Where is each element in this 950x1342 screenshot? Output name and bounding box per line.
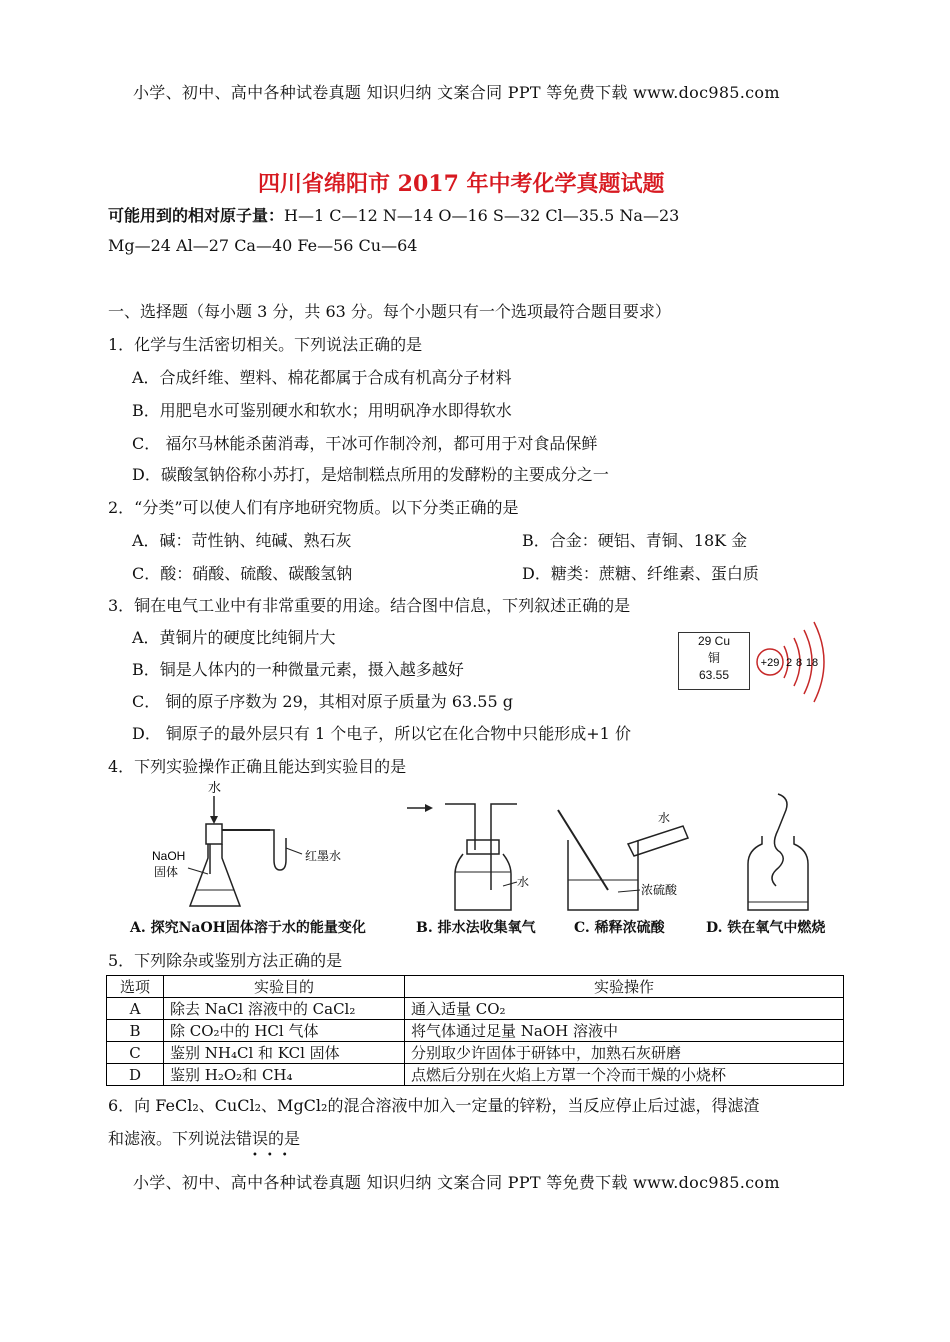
beaker: [568, 840, 638, 910]
q3-stem: 3．铜在电气工业中有非常重要的用途。结合图中信息，下列叙述正确的是: [108, 596, 631, 615]
label-water-c: 水: [658, 811, 671, 825]
q5-header-option: 选项: [107, 976, 164, 998]
shell-2-electrons: 8: [795, 657, 803, 669]
atomic-mass-line-2: Mg—24 Al—27 Ca—40 Fe—56 Cu—64: [108, 236, 418, 255]
table-row: [107, 1020, 844, 1042]
q3-option-b: B．铜是人体内的一种微量元素，摄入越多越好: [132, 660, 464, 679]
page-footer: 小学、初中、高中各种试卷真题 知识归纳 文案合同 PPT 等免费下载 www.doc985.com: [133, 1173, 780, 1192]
label-naoh: NaOH: [152, 849, 186, 863]
q5-row-operation: 将气体通过足量 NaOH 溶液中: [405, 1020, 844, 1042]
q5-row-purpose: 除去 NaCl 溶液中的 CaCl₂: [164, 998, 405, 1020]
label-conc-acid: 浓硫酸: [641, 883, 678, 897]
q5-row-purpose: 除 CO₂中的 HCl 气体: [164, 1020, 405, 1042]
q2-option-c: C．酸：硝酸、硫酸、碳酸氢钠: [132, 564, 353, 583]
q5-header-purpose: 实验目的: [164, 976, 405, 998]
element-cell-mass: 63.55: [698, 668, 730, 682]
q3-option-a: A．黄铜片的硬度比纯铜片大: [132, 628, 336, 647]
element-cell-name: 铜: [707, 651, 720, 665]
figure-d-apparatus: [740, 790, 820, 915]
copper-atom-structure: [740, 612, 850, 712]
q5-row-purpose: 鉴别 NH₄Cl 和 KCl 固体: [164, 1042, 405, 1064]
q5-table-header-row: [107, 976, 844, 998]
shell-1-electrons: 2: [785, 657, 793, 669]
q4-caption-d: D. 铁在氧气中燃烧: [706, 920, 826, 936]
conical-flask: [190, 844, 240, 906]
label-water-a: 水: [208, 781, 222, 796]
atomic-mass-line-1: [108, 203, 679, 226]
q5-row-option: B: [107, 1020, 164, 1042]
table-row: [107, 1064, 844, 1086]
element-cell-top: 29 Cu: [697, 634, 731, 648]
q6-stem-line-1: 6．向 FeCl₂、CuCl₂、MgCl₂的混合溶液中加入一定量的锌粉，当反应停止后过滤，得滤渣: [108, 1096, 760, 1115]
q5-row-option: D: [107, 1064, 164, 1086]
page-header: 小学、初中、高中各种试卷真题 知识归纳 文案合同 PPT 等免费下载 www.doc985.com: [133, 83, 780, 102]
q2-option-a: A．碱：苛性钠、纯碱、熟石灰: [132, 531, 352, 550]
label-red-ink: 红墨水: [305, 849, 342, 863]
q5-row-option: A: [107, 998, 164, 1020]
q4-caption-b: B. 排水法收集氧气: [416, 920, 536, 936]
q1-option-b: B．用肥皂水可鉴别硬水和软水；用明矾净水即得软水: [132, 401, 512, 420]
q3-option-c: C． 铜的原子序数为 29，其相对原子质量为 63.55 g: [132, 692, 513, 711]
q2-option-b: B．合金：硬铝、青铜、18K 金: [522, 531, 748, 550]
table-row: [107, 1042, 844, 1064]
q5-header-operation: 实验操作: [405, 976, 844, 998]
q5-table: [106, 975, 844, 1086]
q4-caption-c: C. 稀释浓硫酸: [574, 920, 665, 936]
q3-option-d: D． 铜原子的最外层只有 1 个电子，所以它在化合物中只能形成+1 价: [132, 724, 631, 743]
q1-option-c: C． 福尔马林能杀菌消毒，干冰可作制冷剂，都可用于对食品保鲜: [132, 434, 598, 453]
shell-3-electrons: 18: [805, 657, 819, 669]
q5-row-operation: 分别取少许固体于研钵中，加熟石灰研磨: [405, 1042, 844, 1064]
q4-stem: 4．下列实验操作正确且能达到实验目的是: [108, 757, 407, 776]
table-row: [107, 998, 844, 1020]
gas-collection-bottle: [455, 854, 511, 910]
q1-option-a: A．合成纤维、塑料、棉花都属于合成有机高分子材料: [132, 368, 512, 387]
q5-row-purpose: 鉴别 H₂O₂和 CH₄: [164, 1064, 405, 1086]
section-heading: 一、选择题（每小题 3 分，共 63 分。每个小题只有一个选项最符合题目要求）: [108, 302, 671, 321]
iron-wire-spiral: [772, 830, 783, 886]
gas-jar: [748, 836, 808, 910]
q6-stem-line-2: 和滤液。下列说法错误的是: [108, 1129, 301, 1148]
q1-stem: 1．化学与生活密切相关。下列说法正确的是: [108, 335, 423, 354]
label-water-b: 水: [517, 875, 530, 889]
q5-row-operation: 点燃后分别在火焰上方罩一个冷而干燥的小烧杯: [405, 1064, 844, 1086]
u-tube: [270, 830, 286, 870]
nucleus-charge: +29: [760, 657, 780, 669]
q5-row-operation: 通入适量 CO₂: [405, 998, 844, 1020]
q2-option-d: D．糖类：蔗糖、纤维素、蛋白质: [522, 564, 759, 583]
q4-caption-a: A. 探究NaOH固体溶于水的能量变化: [130, 920, 366, 936]
q1-option-d: D．碳酸氢钠俗称小苏打，是焙制糕点所用的发酵粉的主要成分之一: [132, 465, 609, 484]
figure-b-apparatus: [405, 790, 540, 915]
emphasis-dots: •••: [252, 1150, 297, 1161]
label-solid: 固体: [154, 865, 179, 879]
page-title: 四川省绵阳市 2017 年中考化学真题试题: [258, 171, 665, 197]
test-tube: [628, 826, 688, 856]
q5-stem: 5．下列除杂或鉴别方法正确的是: [108, 951, 343, 970]
atomic-mass-values-1: H—1 C—12 N—14 O—16 S—32 Cl—35.5 Na—23: [284, 206, 680, 225]
q5-row-option: C: [107, 1042, 164, 1064]
q2-stem: 2．“分类”可以使人们有序地研究物质。以下分类正确的是: [108, 498, 519, 517]
atomic-mass-label: 可能用到的相对原子量：: [108, 206, 285, 225]
figure-c-apparatus: [548, 800, 708, 915]
figure-a-apparatus: [140, 778, 370, 913]
